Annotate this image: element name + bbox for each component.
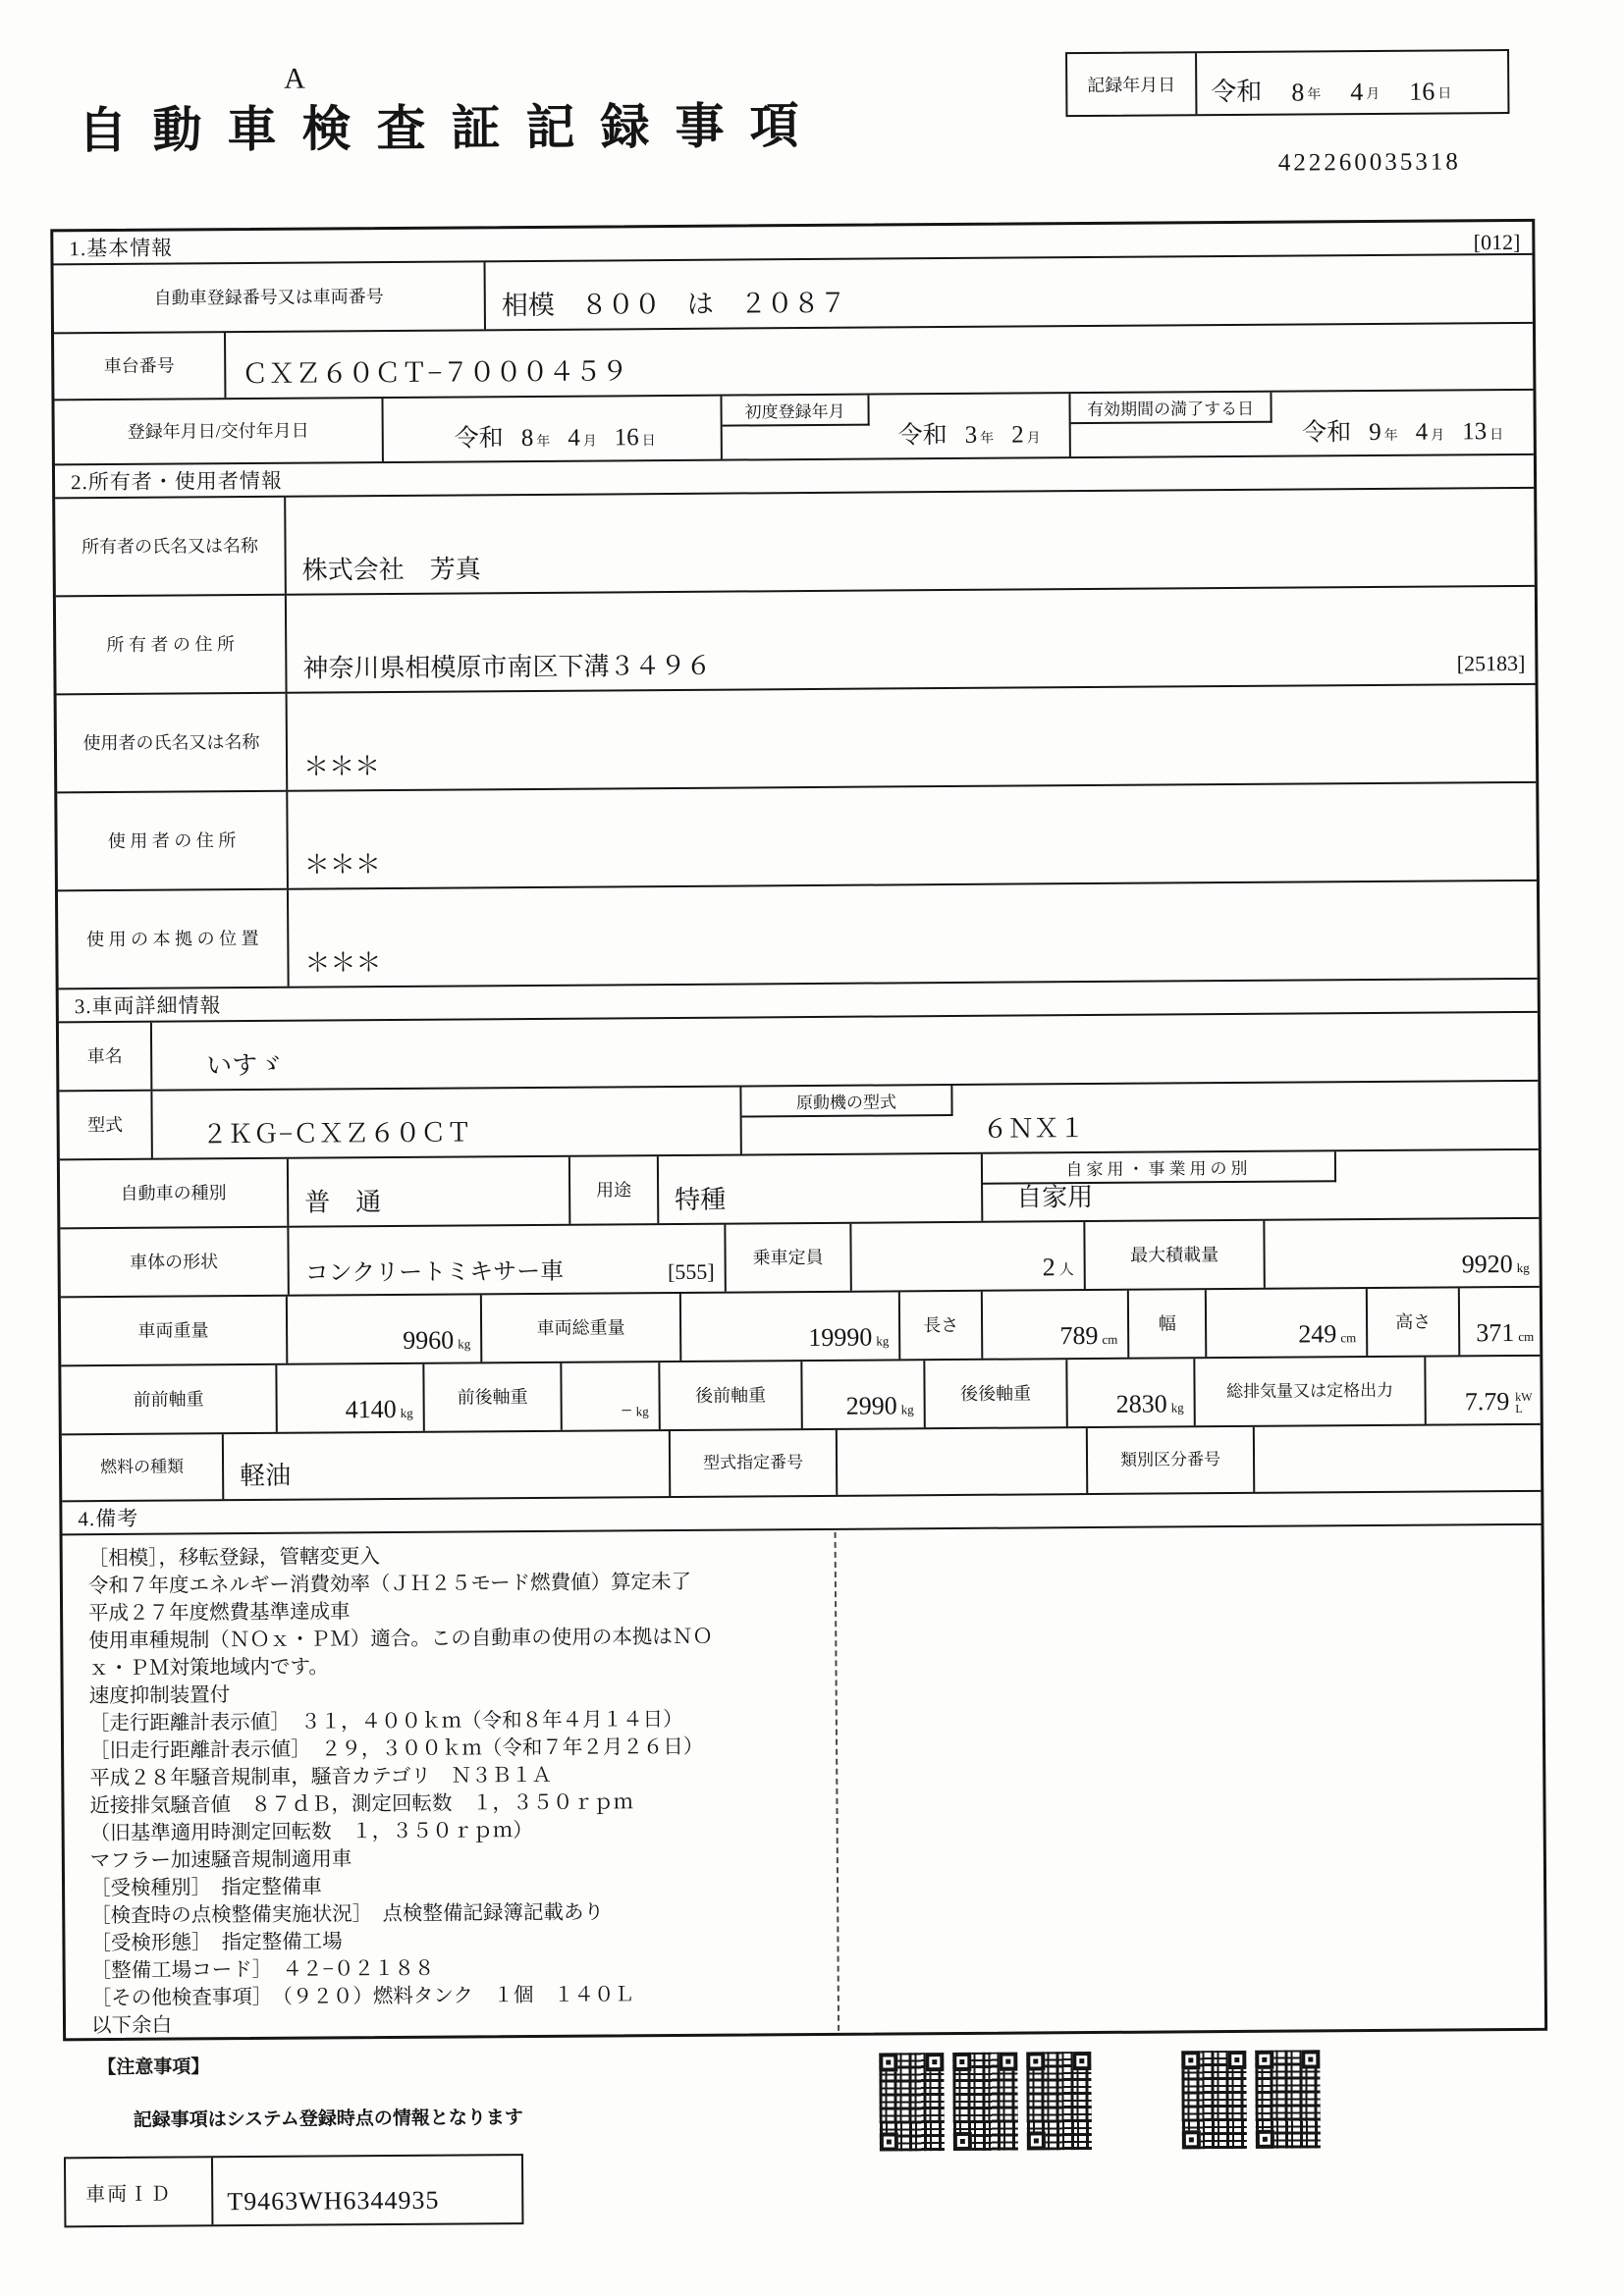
day-unit: 日 — [1437, 86, 1452, 102]
qr-group-right — [1181, 2050, 1321, 2149]
fuel-label: 燃料の種類 — [62, 1434, 224, 1500]
vehicle-weight-value-cell — [288, 1295, 483, 1362]
year-unit: 年 — [980, 431, 995, 447]
length-unit: cm — [1102, 1331, 1118, 1347]
record-table — [50, 219, 1547, 2042]
car-name-value: いすゞ — [206, 1050, 284, 1081]
axle-ff-value: 4140 — [345, 1394, 397, 1424]
remark-line: ［その他検査事項］ （９２０）燃料タンク １個 １４０Ｌ — [90, 1984, 635, 2010]
expiry-year: 9 — [1369, 418, 1381, 447]
qr-finder-icon — [1227, 2051, 1246, 2069]
owner-name-value: 株式会社 芳真 — [301, 555, 481, 585]
axle-fr-unit: kg — [635, 1404, 649, 1419]
height-value: 371 — [1476, 1318, 1515, 1348]
qr-code — [879, 2053, 945, 2151]
remark-line: ［走行距離計表示値］ ３１，４００ｋｍ（令和８年４月１４日） — [88, 1708, 683, 1735]
qr-finder-icon — [1072, 2052, 1091, 2070]
reg-date-value — [383, 397, 722, 461]
body-shape-row — [60, 1219, 1539, 1299]
first-reg-field — [722, 394, 1070, 458]
category-number-value — [1255, 1425, 1541, 1492]
first-reg-month: 2 — [1011, 421, 1024, 449]
power-label: 総排気量又は定格出力 — [1195, 1358, 1426, 1426]
qr-codes — [879, 2050, 1321, 2151]
capacity-unit: 人 — [1058, 1262, 1074, 1279]
owner-address-value-cell — [287, 587, 1536, 692]
private-business-value: 自家用 — [1016, 1183, 1094, 1212]
model-row — [59, 1082, 1538, 1161]
remark-line: 近接排気騒音値 ８７ｄＢ，測定回転数 １，３５０ｒｐｍ — [89, 1791, 634, 1818]
gross-weight-unit: kg — [876, 1333, 890, 1349]
chassis-row — [54, 324, 1533, 401]
gross-weight-value-cell — [681, 1292, 901, 1361]
axle-fr-value-cell — [562, 1362, 660, 1430]
car-name-code: [012] — [1473, 229, 1521, 255]
max-load-unit: kg — [1516, 1259, 1530, 1275]
month-unit: 月 — [1366, 86, 1380, 103]
user-address-label: 使 用 者 の 住 所 — [57, 792, 289, 890]
model-value: ２ＫＧ−ＣＸＺ６０ＣＴ — [152, 1088, 741, 1158]
qr-code — [1255, 2050, 1321, 2148]
max-load-value-cell — [1265, 1219, 1539, 1288]
qr-group-left — [879, 2052, 1092, 2152]
reg-date-month: 4 — [568, 424, 580, 452]
remark-line: ［旧走行距離計表示値］ ２９，３００ｋｍ（令和７年２月２６日） — [89, 1735, 704, 1763]
remark-line: ［受検種別］ 指定整備車 — [89, 1876, 322, 1900]
record-date-value — [1197, 51, 1507, 114]
reg-number-row — [54, 255, 1533, 335]
owner-name-row — [55, 489, 1535, 598]
power-unit-bottom: L — [1515, 1401, 1523, 1416]
length-value-cell — [983, 1291, 1129, 1359]
reg-date-year: 8 — [520, 424, 534, 453]
width-label: 幅 — [1129, 1290, 1208, 1358]
type-designation-label: 型式指定番号 — [671, 1430, 838, 1496]
user-name-label: 使用者の氏名又は名称 — [57, 694, 289, 792]
axle-rr-label: 後後軸重 — [925, 1360, 1067, 1427]
vehicle-class-value: 普 通 — [289, 1157, 570, 1226]
axle-rf-unit: kg — [900, 1402, 914, 1417]
qr-finder-icon — [925, 2053, 944, 2071]
base-location-value: ＊＊＊ — [304, 948, 382, 978]
height-unit: cm — [1518, 1328, 1535, 1344]
vehicle-weight-value: 9960 — [403, 1325, 455, 1355]
length-label: 長さ — [900, 1292, 984, 1360]
record-date-label: 記録年月日 — [1067, 53, 1197, 115]
notice-text: 記録事項はシステム登録時点の情報となります — [133, 2108, 523, 2131]
axle-rr-value-cell — [1067, 1359, 1195, 1426]
qr-code — [952, 2053, 1018, 2151]
qr-finder-icon — [1256, 2130, 1274, 2149]
axle-rr-value: 2830 — [1115, 1389, 1167, 1418]
owner-address-code: [25183] — [1456, 650, 1526, 676]
remark-line: 平成２７年度燃費基準達成車 — [88, 1601, 351, 1626]
capacity-value-cell — [851, 1222, 1085, 1291]
user-address-row — [57, 783, 1537, 892]
owner-address-row — [56, 587, 1536, 696]
qr-code — [1026, 2052, 1092, 2150]
expiry-value — [1272, 411, 1534, 449]
use-type-label: 用途 — [570, 1156, 659, 1224]
dates-row — [54, 391, 1533, 466]
max-load-value: 9920 — [1461, 1250, 1513, 1279]
month-unit: 月 — [1026, 431, 1041, 447]
record-date-box — [1065, 49, 1509, 117]
section4-heading: 4.備考 — [62, 1492, 1541, 1536]
engine-field — [741, 1082, 1538, 1154]
category-number-label: 類別区分番号 — [1088, 1427, 1255, 1493]
qr-finder-icon — [999, 2053, 1017, 2071]
body-shape-label: 車体の形状 — [60, 1228, 289, 1297]
qr-finder-icon — [880, 2132, 898, 2151]
capacity-label: 乗車定員 — [726, 1224, 851, 1292]
gross-weight-label: 車両総重量 — [482, 1294, 681, 1362]
remark-line: ［受検形態］ 指定整備工場 — [90, 1931, 343, 1955]
type-designation-value — [838, 1428, 1088, 1495]
expiry-field — [1070, 391, 1533, 456]
qr-finder-icon — [879, 2053, 897, 2071]
chassis-value: ＣＸＺ６０ＣＴ−７０００４５９ — [242, 356, 628, 390]
record-date-year: 8 — [1291, 78, 1305, 107]
length-value: 789 — [1059, 1320, 1099, 1351]
axle-row — [61, 1357, 1540, 1436]
gross-weight-value: 19990 — [808, 1322, 873, 1353]
remark-line: 以下余白 — [90, 2014, 173, 2038]
reg-number-value: 相模 ８００ は ２０８７ — [501, 288, 846, 321]
record-date-month: 4 — [1350, 78, 1364, 107]
private-business-label: 自家用・事業用の別 — [983, 1151, 1336, 1185]
height-value-cell — [1460, 1288, 1540, 1356]
qr-finder-icon — [1026, 2052, 1045, 2070]
weight-row — [61, 1288, 1540, 1367]
reg-date-label: 登録年月日/交付年月日 — [54, 399, 383, 463]
qr-code — [1181, 2051, 1247, 2149]
expiry-era: 令和 — [1302, 419, 1352, 447]
section2-heading: 2.所有者・使用者情報 — [55, 455, 1534, 500]
width-value: 249 — [1298, 1319, 1337, 1349]
axle-ff-value-cell — [277, 1364, 424, 1432]
page-marker: A — [284, 62, 305, 95]
page-title: 自動車検査証記録事項 — [78, 97, 825, 159]
reg-number-label: 自動車登録番号又は車両番号 — [54, 262, 486, 332]
remark-line: 令和７年度エネルギー消費効率（ＪＨ２５モード燃費値）算定未了 — [87, 1571, 692, 1598]
axle-rf-value: 2990 — [845, 1391, 897, 1420]
axle-rf-label: 後前軸重 — [660, 1362, 802, 1429]
owner-address-label: 所 有 者 の 住 所 — [56, 596, 288, 694]
vehicle-class-label: 自動車の種別 — [60, 1159, 289, 1228]
section3-heading: 3.車両詳細情報 — [59, 980, 1538, 1024]
remarks-box — [63, 1525, 1545, 2039]
body-shape-value-cell — [289, 1225, 726, 1295]
fuel-row — [62, 1425, 1541, 1503]
max-load-label: 最大積載量 — [1085, 1221, 1265, 1289]
private-business-field — [983, 1150, 1539, 1221]
engine-value: ６ＮＸ１ — [982, 1114, 1085, 1144]
user-address-value: ＊＊＊ — [303, 850, 381, 880]
qr-finder-icon — [953, 2132, 972, 2151]
vehicle-weight-label: 車両重量 — [61, 1297, 288, 1365]
owner-address-value: 神奈川県相模原市南区下溝３４９６ — [302, 651, 712, 683]
axle-fr-value: − — [621, 1400, 632, 1422]
power-value-cell — [1426, 1357, 1540, 1424]
power-unit-top: kW — [1515, 1389, 1533, 1405]
remark-line: ［検査時の点検整備実施状況］ 点検整備記録簿記載あり — [90, 1901, 605, 1928]
axle-rf-value-cell — [802, 1361, 925, 1428]
power-unit — [1515, 1391, 1532, 1415]
base-location-label: 使 用 の 本 拠 の 位 置 — [58, 890, 290, 988]
class-row — [60, 1150, 1539, 1230]
user-name-row — [57, 685, 1537, 794]
vehicle-id-value: T9463WH6344935 — [227, 2185, 440, 2216]
remark-line: 速度抑制装置付 — [88, 1684, 231, 1708]
remark-line: ｘ・ＰＭ対策地域内です。 — [88, 1656, 329, 1681]
month-unit: 月 — [1431, 428, 1445, 444]
user-name-value: ＊＊＊ — [302, 752, 381, 781]
expiry-month: 4 — [1415, 418, 1429, 446]
first-reg-era: 令和 — [897, 422, 947, 450]
reg-date-era: 令和 — [454, 425, 504, 453]
first-reg-year: 3 — [964, 421, 978, 449]
power-value: 7.79 — [1464, 1387, 1510, 1416]
record-date-day: 16 — [1409, 77, 1435, 106]
height-label: 高さ — [1368, 1288, 1461, 1356]
remark-line: ［相模］，移転登録，管轄変更入 — [87, 1546, 381, 1571]
remark-line: 平成２８年騒音規制車，騒音カテゴリ Ｎ３Ｂ１Ａ — [89, 1764, 553, 1790]
capacity-value: 2 — [1042, 1253, 1056, 1282]
vehicle-id-box — [64, 2154, 523, 2227]
month-unit: 月 — [582, 434, 597, 450]
year-unit: 年 — [536, 434, 551, 450]
owner-name-label: 所有者の氏名又は名称 — [55, 498, 287, 596]
qr-finder-icon — [1301, 2050, 1320, 2068]
fuel-value: 軽油 — [224, 1431, 671, 1499]
model-label: 型式 — [59, 1092, 152, 1159]
body-shape-code: [555] — [667, 1258, 715, 1285]
day-unit: 日 — [641, 434, 656, 450]
qr-finder-icon — [1027, 2131, 1046, 2150]
doc-number: 422260035318 — [1277, 148, 1461, 177]
reg-date-day: 16 — [614, 424, 639, 452]
remark-line: マフラー加速騒音規制適用車 — [89, 1848, 352, 1873]
car-name-label: 車名 — [59, 1023, 152, 1091]
engine-label: 原動機の型式 — [741, 1086, 952, 1118]
first-reg-label: 初度登録年月 — [722, 396, 869, 427]
body-shape-value: コンクリートミキサー車 — [304, 1258, 565, 1287]
expiry-day: 13 — [1462, 418, 1488, 446]
year-unit: 年 — [1383, 428, 1398, 444]
reg-date — [455, 417, 656, 454]
base-location-row — [58, 881, 1538, 990]
section1-heading: 1.基本情報 — [53, 222, 1532, 266]
use-type-value: 特種 — [659, 1154, 983, 1223]
axle-ff-label: 前前軸重 — [61, 1365, 277, 1434]
width-unit: cm — [1340, 1330, 1357, 1346]
qr-finder-icon — [952, 2053, 971, 2071]
remark-line: （旧基準適用時測定回転数 １，３５０ｒｐｍ） — [89, 1820, 533, 1845]
axle-fr-label: 前後軸重 — [424, 1363, 562, 1431]
vehicle-id-label: 車両ＩＤ — [66, 2158, 213, 2225]
qr-finder-icon — [1182, 2130, 1201, 2149]
first-reg-value — [870, 414, 1069, 451]
record-date-era: 令和 — [1211, 77, 1263, 107]
qr-finder-icon — [1255, 2051, 1273, 2069]
notice-heading: 【注意事項】 — [97, 2056, 210, 2079]
remark-line: ［整備工場コード］ ４２−０２１８８ — [90, 1957, 435, 1983]
chassis-label: 車台番号 — [54, 333, 226, 399]
axle-rr-unit: kg — [1170, 1400, 1184, 1415]
remark-line: 使用車種規制（ＮＯｘ・ＰＭ）適合。この自動車の使用の本拠はＮＯ — [88, 1626, 713, 1653]
vehicle-weight-unit: kg — [458, 1336, 471, 1352]
expiry-label: 有効期間の満了する日 — [1070, 393, 1272, 424]
day-unit: 日 — [1489, 428, 1504, 444]
axle-ff-unit: kg — [400, 1405, 413, 1420]
qr-finder-icon — [1181, 2051, 1200, 2069]
year-unit: 年 — [1307, 87, 1322, 103]
width-value-cell — [1207, 1289, 1368, 1357]
